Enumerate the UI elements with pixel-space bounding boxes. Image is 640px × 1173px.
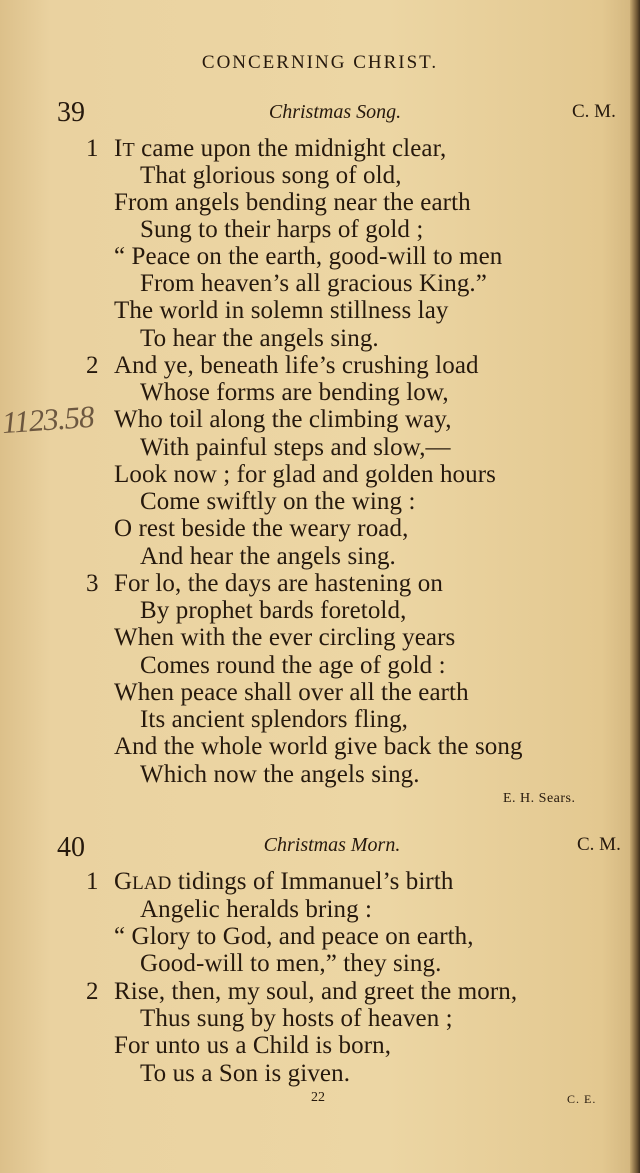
- hymn-line: For unto us a Child is born,: [114, 1032, 392, 1059]
- hymn-line: For lo, the days are hastening on: [114, 570, 443, 597]
- hymn-line: Thus sung by hosts of heaven ;: [140, 1005, 453, 1032]
- hymn-line: The world in solemn stillness lay: [114, 297, 449, 324]
- hymn-line: Who toil along the climbing way,: [114, 406, 452, 433]
- verse-number: 1: [86, 868, 99, 895]
- hymn-line: To us a Son is given.: [140, 1060, 351, 1087]
- hymn-title: Christmas Song.: [268, 101, 402, 123]
- verse-number: 3: [86, 570, 99, 597]
- hymn-line: Sung to their harps of gold ;: [140, 216, 424, 243]
- verse-number: 2: [86, 978, 99, 1005]
- hymn-line: When with the ever circling years: [114, 624, 456, 651]
- hymn-line: To hear the angels sing.: [140, 325, 379, 352]
- running-head: CONCERNING CHRIST.: [201, 52, 439, 73]
- hymn-line: Good-will to men,” they sing.: [140, 950, 442, 977]
- hymn-author: E. H. Sears.: [503, 791, 576, 806]
- hymn-line: And the whole world give back the song: [114, 733, 523, 760]
- signature-mark: C. E.: [567, 1092, 597, 1106]
- hymn-title: Christmas Morn.: [263, 834, 401, 856]
- hymn-line: And ye, beneath life’s crushing load: [114, 352, 479, 379]
- hymn-line: O rest beside the weary road,: [114, 515, 409, 542]
- hymn-line: When peace shall over all the earth: [114, 679, 469, 706]
- hymn-line: Comes round the age of gold :: [140, 652, 446, 679]
- hymn-line: Look now ; for glad and golden hours: [114, 461, 497, 488]
- hymn-line: From heaven’s all gracious King.”: [140, 270, 487, 297]
- verse-number: 2: [86, 352, 99, 379]
- hymn-line: Rise, then, my soul, and greet the morn,: [114, 978, 518, 1005]
- hymn-line: From angels bending near the earth: [114, 189, 471, 216]
- pencil-annotation: 1123.58: [0, 398, 95, 441]
- hymn-meter: C. M.: [572, 101, 616, 122]
- hymn-line: And hear the angels sing.: [140, 543, 396, 570]
- hymn-line: Its ancient splendors fling,: [140, 706, 409, 733]
- hymn-line: IT came upon the midnight clear,: [114, 135, 447, 162]
- hymn-line-rest: came upon the midnight clear,: [141, 135, 447, 162]
- hymn-number: 40: [57, 832, 85, 863]
- hymn-line: That glorious song of old,: [140, 162, 402, 189]
- hymn-line: “ Peace on the earth, good-will to men: [114, 243, 503, 270]
- verse-number: 1: [86, 135, 99, 162]
- hymn-line: GLAD tidings of Immanuel’s birth: [114, 868, 454, 895]
- hymn-line: Whose forms are bending low,: [140, 379, 449, 406]
- hymn-line: Angelic heralds bring :: [140, 896, 373, 923]
- hymn-number: 39: [57, 97, 85, 128]
- hymn-line: “ Glory to God, and peace on earth,: [114, 923, 474, 950]
- hymn-meter: C. M.: [577, 834, 621, 855]
- hymn-line: Which now the angels sing.: [140, 761, 420, 788]
- hymn-line: With painful steps and slow,—: [140, 434, 451, 461]
- page-number: 22: [311, 1090, 325, 1105]
- page-edge: [630, 0, 640, 1173]
- hymn-line: Come swiftly on the wing :: [140, 488, 416, 515]
- hymn-line-rest: tidings of Immanuel’s birth: [177, 868, 454, 895]
- hymn-line: By prophet bards foretold,: [140, 597, 407, 624]
